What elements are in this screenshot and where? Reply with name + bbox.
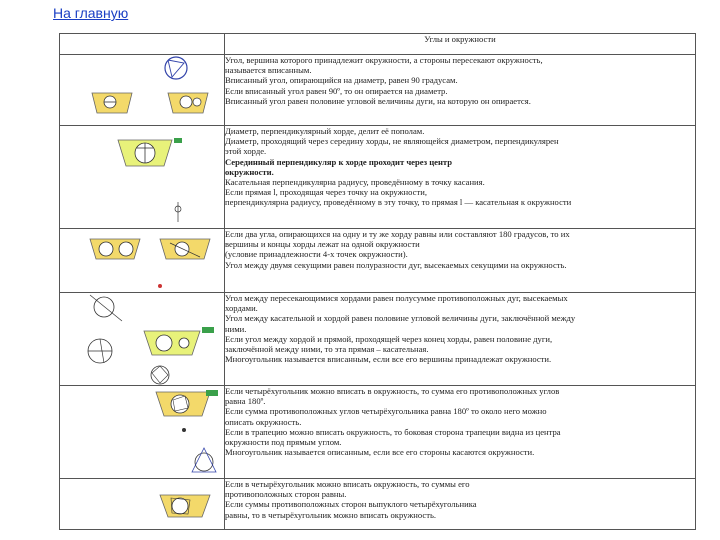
text-line: Касательная перпендикулярна радиусу, проведённому в точку касания. bbox=[225, 177, 485, 188]
arc-circle-icon bbox=[180, 96, 192, 108]
chords-tangent-diagrams bbox=[60, 293, 224, 385]
secant-circle-icon bbox=[94, 297, 114, 317]
inscribed-angle-chords-icon bbox=[168, 60, 184, 77]
text-line: Угол, вершина которого принадлежит окружности, а стороны пересекают окружность, bbox=[225, 55, 543, 65]
theory-table bbox=[59, 33, 696, 530]
title-row-blank-cell bbox=[60, 34, 225, 55]
cyclic-circle-icon bbox=[119, 242, 133, 256]
icon-cell bbox=[60, 386, 225, 479]
tangential-quadrilateral-circle-icon bbox=[172, 498, 188, 514]
four-points-diagrams bbox=[60, 229, 224, 292]
icon-cell bbox=[60, 126, 225, 229]
icon-cell bbox=[60, 479, 225, 530]
table-row bbox=[60, 229, 696, 293]
section-text bbox=[225, 479, 696, 530]
section-text bbox=[225, 293, 696, 386]
text-line: этой хорде. bbox=[225, 146, 267, 157]
text-line: Если два угла, опирающихся на одну и ту же хорду равны или составляют 180 градусов, то их bbox=[225, 229, 570, 239]
text-line: хордами. bbox=[225, 303, 258, 314]
text-line: Диаметр, перпендикулярный хорде, делит её пополам. bbox=[225, 126, 425, 136]
small-circle-icon bbox=[193, 98, 201, 106]
cyclic-circle-icon bbox=[99, 242, 113, 256]
arrow-marker-icon bbox=[206, 390, 218, 396]
icon-cell bbox=[60, 55, 225, 126]
text-line: ними. bbox=[225, 323, 247, 334]
tangent-chord-circle-icon bbox=[156, 335, 172, 351]
title-row bbox=[60, 34, 696, 55]
secant-circle-icon bbox=[175, 242, 189, 256]
section-text bbox=[225, 229, 696, 293]
arrow-marker-icon bbox=[202, 327, 214, 333]
text-line: Если в трапецию можно вписать окружность, то боковая сторона трапеции видна из центра bbox=[225, 426, 561, 437]
text-line: (условие принадлежности 4-х точек окружности). bbox=[225, 249, 408, 260]
text-line: Вписанный угол, опирающийся на диаметр, равен 90 градусам. bbox=[225, 75, 458, 86]
table-title: Углы и окружности bbox=[225, 34, 696, 55]
home-link[interactable]: На главную bbox=[53, 5, 129, 21]
text-line: вершины и концы хорды лежат на одной окружности bbox=[225, 239, 420, 250]
inscribed-polygon-icon bbox=[152, 366, 168, 383]
text-line: Если угол между хордой и прямой, проходящей через конец хорды, равен половине дуги, bbox=[225, 333, 553, 344]
table-row bbox=[60, 386, 696, 479]
arrow-marker-icon bbox=[174, 138, 182, 143]
text-line: Если прямая l, проходящая через точку на окружности, bbox=[225, 187, 427, 198]
text-line: Многоугольник называется вписанным, если все его вершины принадлежат окружности. bbox=[225, 354, 552, 365]
small-circle-icon bbox=[179, 338, 189, 348]
text-line: Угол между касательной и хордой равен половине угловой величины дуги, заключённой между bbox=[225, 313, 576, 324]
text-line: перпендикулярна радиусу, проведённому в эту точку, то прямая l — касательная к окружности bbox=[225, 197, 572, 208]
text-line: окружности. bbox=[225, 166, 274, 177]
text-line: заключённой между ними, то эта прямая – касательная. bbox=[225, 344, 429, 355]
tangential-quadrilateral-diagrams bbox=[60, 479, 224, 529]
secant-vertex-icon bbox=[158, 284, 162, 288]
section-text bbox=[225, 126, 696, 229]
text-line: Если вписанный угол равен 90º, то он опирается на диаметр. bbox=[225, 85, 448, 96]
section-text bbox=[225, 55, 696, 126]
icon-cell bbox=[60, 293, 225, 386]
text-line: равна 180º. bbox=[225, 396, 266, 407]
text-line: называется вписанным. bbox=[225, 65, 312, 76]
text-line: Если в четырёхугольник можно вписать окружность, то суммы его bbox=[225, 479, 470, 489]
text-line: Диаметр, проходящий через середину хорды, не являющейся диаметром, перпендикулярен bbox=[225, 136, 559, 147]
text-line: Угол между двумя секущими равен полуразности дуг, высекаемых секущими на окружность. bbox=[225, 259, 567, 270]
text-line: окружности под прямым углом. bbox=[225, 437, 342, 448]
text-line: Если суммы противоположных сторон выпуклого четырёхугольника bbox=[225, 499, 477, 510]
table-row bbox=[60, 126, 696, 229]
text-line: описать окружность. bbox=[225, 416, 302, 427]
diameter-chord-diagrams bbox=[60, 126, 224, 228]
text-line: Серединный перпендикуляр к хорде проходит через центр bbox=[225, 156, 453, 167]
text-line: равны, то в четырёхугольник можно вписать окружность. bbox=[225, 509, 437, 520]
table-row bbox=[60, 293, 696, 386]
text-line: Угол между пересекающимися хордами равен полусумме противоположных дуг, высекаемых bbox=[225, 293, 568, 303]
text-line: Если четырёхугольник можно вписать в окружность, то сумма его противоположных углов bbox=[225, 386, 560, 396]
section-text bbox=[225, 386, 696, 479]
icon-cell bbox=[60, 229, 225, 293]
text-line: противоположных сторон равны. bbox=[225, 489, 347, 500]
inscribed-angle-diagrams bbox=[60, 55, 224, 125]
circumscribed-polygon-circle-icon bbox=[195, 453, 213, 471]
text-line: Вписанный угол равен половине угловой величины дуги, на которую он опирается. bbox=[225, 95, 531, 106]
table-row bbox=[60, 55, 696, 126]
point-marker-icon bbox=[182, 428, 186, 432]
text-line: Если сумма противоположных углов четырёхугольника равна 180º то около него можно bbox=[225, 406, 547, 417]
text-line: Многоугольник называется описанным, если все его стороны касаются окружности. bbox=[225, 447, 535, 458]
table-row bbox=[60, 479, 696, 530]
cyclic-quadrilateral-diagrams bbox=[60, 386, 224, 478]
